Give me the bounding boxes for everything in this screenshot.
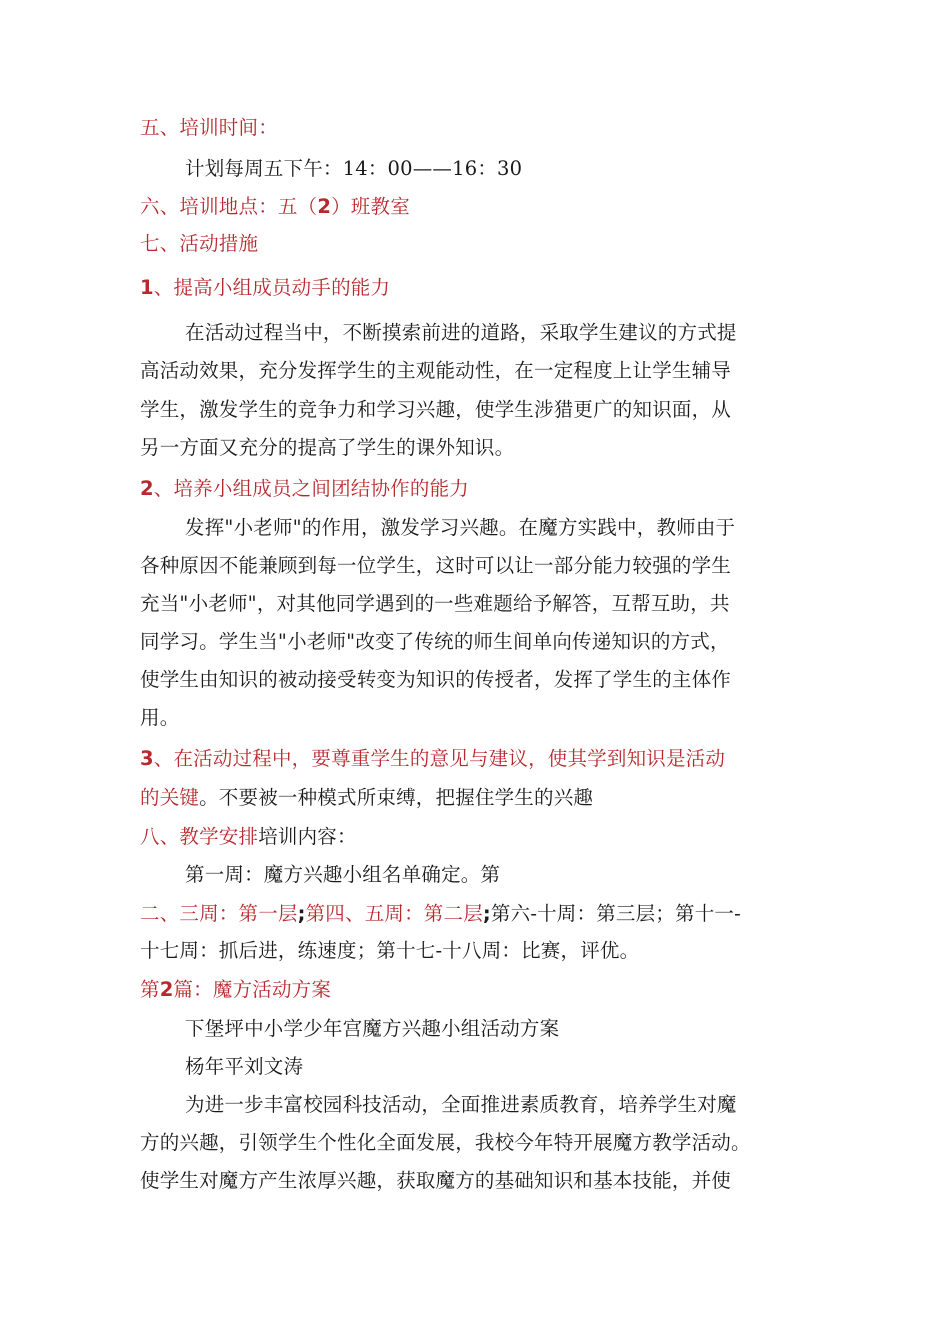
text: 杨年平刘文涛 <box>185 1055 304 1078</box>
text: 2 <box>317 195 332 218</box>
text: 六、培训地点：五（ <box>140 195 318 218</box>
text: 充当"小老师"，对其他同学遇到的一些难题给予解答，互帮互助，共 <box>140 592 730 615</box>
text: 、提高小组成员动手的能力 <box>153 276 391 299</box>
heading-teaching-arrangement <box>140 822 820 852</box>
paragraph-line <box>185 318 865 348</box>
text: 使学生对魔方产生浓厚兴趣，获取魔方的基础知识和基本技能，并使 <box>140 1169 732 1192</box>
text: 篇：魔方活动方案 <box>173 978 332 1001</box>
text: 、培养小组成员之间团结协作的能力 <box>153 477 469 500</box>
heading-training-time <box>140 113 820 143</box>
text: 发挥"小老师"的作用，激发学习兴趣。在魔方实践中，教师由于 <box>185 516 736 539</box>
text: 另一方面又充分的提高了学生的课外知识。 <box>140 436 515 459</box>
paragraph-line <box>140 589 820 619</box>
text: 学生，激发学生的竞争力和学习兴趣，使学生涉猎更广的知识面，从 <box>140 398 732 421</box>
paragraph-line <box>140 783 820 813</box>
text: 第六-十周：第三层；第十一- <box>490 902 741 925</box>
section-title <box>140 975 820 1005</box>
text: 八、教学安排 <box>140 825 259 848</box>
paragraph-line <box>185 154 865 184</box>
text: 第一周：魔方兴趣小组名单确定。第 <box>185 863 501 886</box>
paragraph-line <box>140 1128 820 1158</box>
paragraph-line <box>140 395 820 425</box>
text: 。不要被一种模式所束缚，把握住学生的兴趣 <box>199 786 594 809</box>
paragraph-line <box>185 513 865 543</box>
heading-training-location <box>140 192 820 222</box>
paragraph-line <box>185 1052 865 1082</box>
text: ）班教室 <box>331 195 410 218</box>
text: 在活动过程当中，不断摸索前进的道路，采取学生建议的方式提 <box>185 321 737 344</box>
text: 计划每周五下午：14：00——16：30 <box>185 157 523 180</box>
text: 3 <box>140 747 154 770</box>
subheading-2 <box>140 474 820 504</box>
text: 用。 <box>140 706 180 729</box>
text: 方的兴趣，引领学生个性化全面发展，我校今年特开展魔方教学活动。 <box>140 1131 751 1154</box>
text: 高活动效果，充分发挥学生的主观能动性，在一定程度上让学生辅导 <box>140 359 732 382</box>
subheading-1 <box>140 273 820 303</box>
text: 二、三周：第一层 <box>140 902 298 925</box>
text: 五、培训时间： <box>140 116 278 139</box>
text: 、在活动过程中，要尊重学生的意见与建议，使其学到知识是活动 <box>153 747 726 770</box>
paragraph-line <box>140 356 820 386</box>
paragraph-line <box>140 551 820 581</box>
paragraph-line <box>140 433 820 463</box>
paragraph-line <box>140 665 820 695</box>
paragraph-line <box>185 860 865 890</box>
text: ; <box>297 902 306 925</box>
paragraph-line <box>185 1090 865 1120</box>
paragraph-line <box>140 1166 820 1196</box>
text: 培训内容： <box>258 825 357 848</box>
text: 的关键 <box>140 786 200 809</box>
text: 七、活动措施 <box>140 232 259 255</box>
text: 第四、五周：第二层 <box>305 902 483 925</box>
text: 同学习。学生当"小老师"改变了传统的师生间单向传递知识的方式， <box>140 630 730 653</box>
paragraph-line <box>140 703 820 733</box>
paragraph-line <box>185 1014 865 1044</box>
text: 第 <box>140 978 160 1001</box>
text: 十七周：抓后进，练速度；第十七-十八周：比赛，评优。 <box>140 939 640 962</box>
subheading-3 <box>140 744 820 774</box>
text: 1 <box>140 276 154 299</box>
text: 2 <box>140 477 154 500</box>
paragraph-line <box>140 627 820 657</box>
paragraph-line <box>140 899 820 929</box>
text: 2 <box>159 978 174 1001</box>
text: 使学生由知识的被动接受转变为知识的传授者，发挥了学生的主体作 <box>140 668 732 691</box>
text: 下堡坪中小学少年宫魔方兴趣小组活动方案 <box>185 1017 560 1040</box>
heading-activity-measures <box>140 229 820 259</box>
text: ; <box>482 902 491 925</box>
text: 各种原因不能兼顾到每一位学生，这时可以让一部分能力较强的学生 <box>140 554 732 577</box>
text: 为进一步丰富校园科技活动，全面推进素质教育，培养学生对魔 <box>185 1093 737 1116</box>
paragraph-line <box>140 936 820 966</box>
